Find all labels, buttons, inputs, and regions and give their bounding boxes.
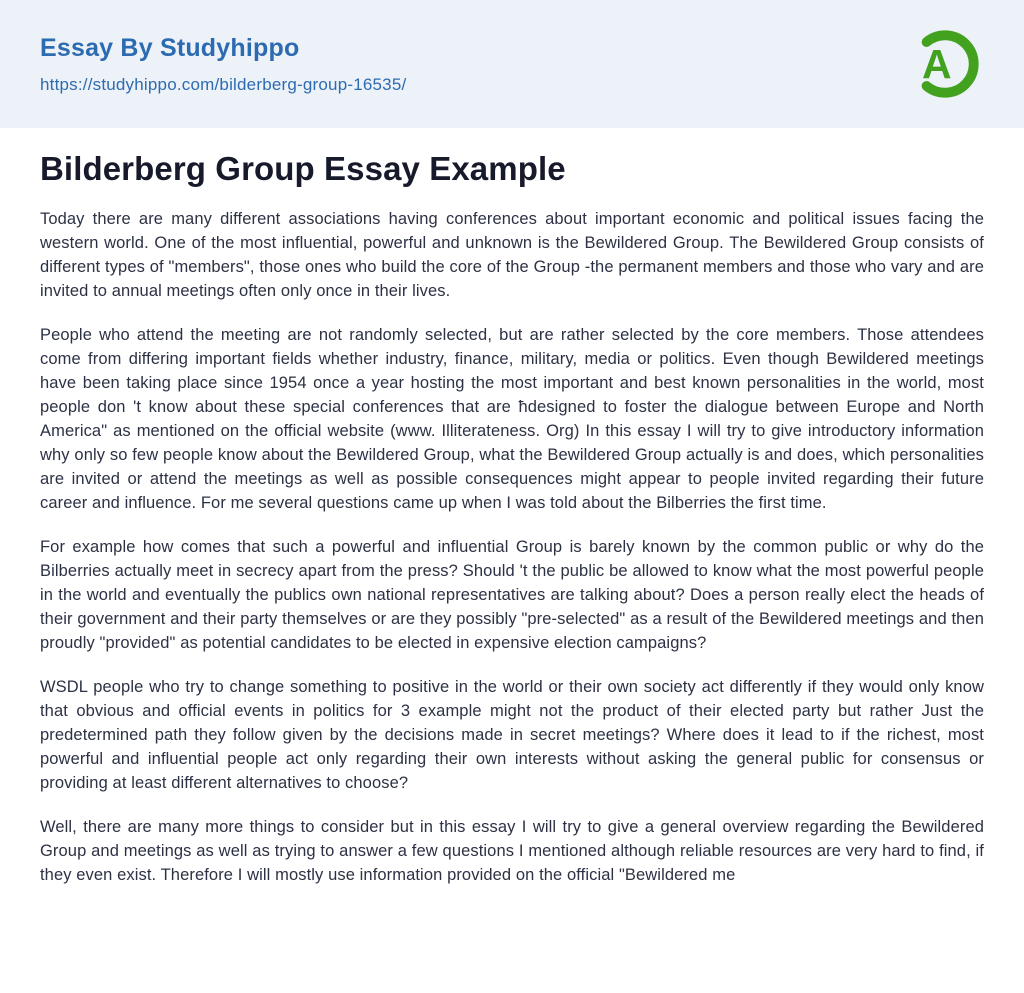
essay-paragraph-2: People who attend the meeting are not randomly selected, but are rather selected by the core members. Those attendees come from differing important fields whether industry, finance, military, media or politics. Even though Bewildered meetings have been taking place since 1954 once a year hosting the most important and best known personalities in the world, most people don 't know about these special conferences that are ħdesigned to foster the dialogue between Europe and North America" as mentioned on the official website (www. Illiterateness. Org) In this essay I will try to give introductory information why only so few people know about the Bewildered Group, what the Bewildered Group actually is and does, which personalities are invited or attend the meetings as well as possible consequences might appear to people invited regarding their future career and influence. For me several questions came up when I was told about the Bilberries the first time. bbox=[40, 326, 984, 512]
studyhippo-logo bbox=[904, 21, 986, 107]
essay-paragraph-3: For example how comes that such a powerful and influential Group is barely known by the common public or why do the Bilberries actually meet in secrecy apart from the press? Should 't the public be allowed to know what the most powerful people in the world and eventually the publics own national representatives are talking about? Does a person really elect the heads of their government and their party themselves or are they possibly "pre-selected" as a result of the Bewildered meetings and then proudly "provided" as potential candidates to be elected in expensive election campaigns? bbox=[40, 538, 984, 652]
page-header bbox=[0, 0, 1024, 128]
essay-paragraph-5: Well, there are many more things to consider but in this essay I will try to give a general overview regarding the Bewildered Group and meetings as well as trying to answer a few questions I mentioned although reliable resources are very hard to find, if they even exist. Therefore I will mostly use information provided on the official "Bewildered me bbox=[40, 818, 984, 884]
essay-paragraph-4: WSDL people who try to change something to positive in the world or their own society act differently if they would only know that obvious and official events in politics for 3 example might not the product of their elected party but rather Just the predetermined path they follow given by the decisions made in secret meetings? Where does it lead to if the richest, most powerful and influential people act only regarding their own interests without asking the general public for consensus or providing at least different alternatives to choose? bbox=[40, 678, 984, 792]
essay-paragraph-1: Today there are many different associations having conferences about important economic and political issues facing the western world. One of the most influential, powerful and unknown is the Bewildered Group. The Bewildered Group consists of different types of "members", those ones who build the core of the Group -the permanent members and those who vary and are invited to annual meetings often only once in their lives. bbox=[40, 210, 984, 300]
essay-title: Bilderberg Group Essay Example bbox=[40, 150, 566, 187]
site-title: Essay By Studyhippo bbox=[40, 33, 300, 62]
essay-content bbox=[0, 150, 1024, 887]
logo-arc-icon bbox=[904, 21, 986, 107]
logo-letter: A bbox=[921, 40, 952, 87]
header-text-block bbox=[40, 34, 406, 95]
essay-url-link[interactable]: https://studyhippo.com/bilderberg-group-16535/ bbox=[40, 74, 407, 94]
